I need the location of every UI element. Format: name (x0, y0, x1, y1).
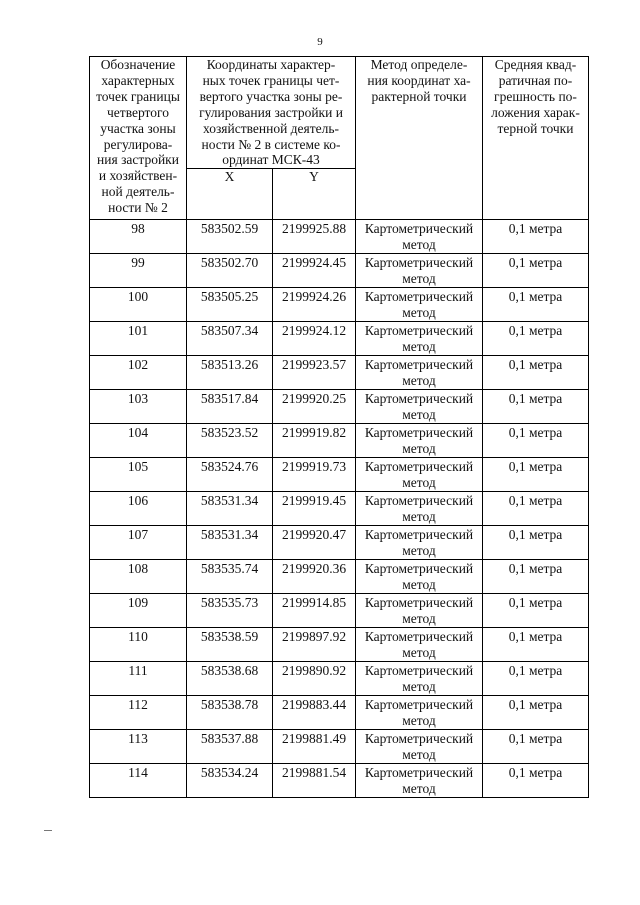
coordinates-table (89, 56, 589, 798)
y-coordinate-cell: 2199920.36 (273, 560, 356, 594)
header-line: рактерной точки (371, 88, 467, 104)
header-line: вертого участка зоны ре- (199, 88, 343, 104)
method-cell (356, 594, 483, 628)
x-coordinate-cell: 583538.68 (187, 662, 273, 696)
method-line: Картометрический (364, 391, 474, 407)
mean-error-cell: 0,1 метра (483, 220, 589, 254)
table-row (90, 764, 589, 798)
header-line: характерных (101, 72, 175, 88)
table-row (90, 526, 589, 560)
x-coordinate-cell: 583537.88 (187, 730, 273, 764)
method-cell (356, 390, 483, 424)
method-cell (356, 458, 483, 492)
table-row (90, 458, 589, 492)
margin-mark (44, 830, 52, 831)
point-number-cell: 109 (90, 594, 187, 628)
method-line: метод (402, 747, 436, 763)
method-line: Картометрический (364, 357, 474, 373)
mean-error-cell: 0,1 метра (483, 424, 589, 458)
method-line: метод (402, 373, 436, 389)
table-row (90, 492, 589, 526)
mean-error-cell: 0,1 метра (483, 492, 589, 526)
method-line: метод (402, 441, 436, 457)
mean-error-cell: 0,1 метра (483, 288, 589, 322)
method-line: Картометрический (364, 289, 474, 305)
header-line: ности № 2 в системе ко- (201, 136, 341, 152)
y-coordinate-cell: 2199881.54 (273, 764, 356, 798)
point-number-cell: 106 (90, 492, 187, 526)
table-row (90, 424, 589, 458)
table-row (90, 662, 589, 696)
y-coordinate-cell: 2199914.85 (273, 594, 356, 628)
x-coordinate-cell: 583507.34 (187, 322, 273, 356)
point-number-cell: 112 (90, 696, 187, 730)
x-coordinate-cell: 583523.52 (187, 424, 273, 458)
point-number-cell: 107 (90, 526, 187, 560)
header-line: четвертого (107, 104, 169, 120)
x-coordinate-cell: 583513.26 (187, 356, 273, 390)
y-coordinate-cell: 2199919.45 (273, 492, 356, 526)
method-line: Картометрический (364, 221, 474, 237)
method-line: Картометрический (364, 561, 474, 577)
method-line: метод (402, 339, 436, 355)
table-row (90, 220, 589, 254)
method-cell (356, 730, 483, 764)
mean-error-cell: 0,1 метра (483, 764, 589, 798)
point-number-cell: 103 (90, 390, 187, 424)
mean-error-cell: 0,1 метра (483, 628, 589, 662)
method-cell (356, 424, 483, 458)
method-line: метод (402, 475, 436, 491)
x-coordinate-cell: 583535.73 (187, 594, 273, 628)
header-mean-error (483, 57, 589, 220)
point-number-cell: 110 (90, 628, 187, 662)
header-y: Y (273, 169, 356, 220)
x-coordinate-cell: 583538.59 (187, 628, 273, 662)
y-coordinate-cell: 2199923.57 (273, 356, 356, 390)
header-line: Метод определе- (370, 57, 468, 72)
header-x: X (187, 169, 273, 220)
header-line: Обозначение (100, 57, 176, 72)
method-cell (356, 492, 483, 526)
mean-error-cell: 0,1 метра (483, 458, 589, 492)
y-coordinate-cell: 2199897.92 (273, 628, 356, 662)
table-row (90, 594, 589, 628)
header-line: ной деятель- (101, 184, 175, 200)
mean-error-cell: 0,1 метра (483, 526, 589, 560)
y-coordinate-cell: 2199883.44 (273, 696, 356, 730)
method-cell (356, 696, 483, 730)
point-number-cell: 105 (90, 458, 187, 492)
table-row (90, 696, 589, 730)
y-coordinate-cell: 2199890.92 (273, 662, 356, 696)
mean-error-cell: 0,1 метра (483, 390, 589, 424)
table-row (90, 390, 589, 424)
point-number-cell: 99 (90, 254, 187, 288)
x-coordinate-cell: 583535.74 (187, 560, 273, 594)
method-cell (356, 220, 483, 254)
table-row (90, 560, 589, 594)
header-line: ных точек границы чет- (202, 72, 340, 88)
point-number-cell: 98 (90, 220, 187, 254)
header-line: ния координат ха- (367, 72, 471, 88)
x-coordinate-cell: 583502.59 (187, 220, 273, 254)
table-row (90, 254, 589, 288)
method-line: метод (402, 305, 436, 321)
method-line: Картометрический (364, 765, 474, 781)
point-number-cell: 113 (90, 730, 187, 764)
point-number-cell: 102 (90, 356, 187, 390)
method-line: Картометрический (364, 493, 474, 509)
method-line: метод (402, 713, 436, 729)
mean-error-cell: 0,1 метра (483, 254, 589, 288)
mean-error-cell: 0,1 метра (483, 730, 589, 764)
method-line: метод (402, 577, 436, 593)
table-row (90, 628, 589, 662)
method-line: метод (402, 781, 436, 797)
header-line: ратичная по- (498, 72, 573, 88)
mean-error-cell: 0,1 метра (483, 322, 589, 356)
table-body (90, 220, 589, 798)
method-line: Картометрический (364, 697, 474, 713)
header-method (356, 57, 483, 220)
header-coordinates (187, 57, 356, 169)
point-number-cell: 101 (90, 322, 187, 356)
method-line: метод (402, 407, 436, 423)
header-point-designation (90, 57, 187, 220)
method-cell (356, 560, 483, 594)
y-coordinate-cell: 2199920.25 (273, 390, 356, 424)
table-header-row (90, 57, 589, 169)
method-line: Картометрический (364, 425, 474, 441)
y-coordinate-cell: 2199924.26 (273, 288, 356, 322)
x-coordinate-cell: 583531.34 (187, 526, 273, 560)
method-line: Картометрический (364, 459, 474, 475)
method-cell (356, 356, 483, 390)
x-coordinate-cell: 583531.34 (187, 492, 273, 526)
header-line: Координаты характер- (206, 57, 336, 72)
header-line: и хозяйствен- (98, 168, 178, 184)
method-line: метод (402, 611, 436, 627)
method-line: метод (402, 645, 436, 661)
header-line: гулирования застройки и (199, 104, 343, 120)
table-row (90, 288, 589, 322)
method-line: метод (402, 543, 436, 559)
mean-error-cell: 0,1 метра (483, 356, 589, 390)
point-number-cell: 114 (90, 764, 187, 798)
method-line: Картометрический (364, 255, 474, 271)
table-row (90, 322, 589, 356)
method-cell (356, 254, 483, 288)
table-row (90, 730, 589, 764)
x-coordinate-cell: 583534.24 (187, 764, 273, 798)
method-cell (356, 628, 483, 662)
header-line: ординат МСК-43 (222, 152, 320, 168)
method-line: метод (402, 679, 436, 695)
method-cell (356, 526, 483, 560)
mean-error-cell: 0,1 метра (483, 560, 589, 594)
method-cell (356, 288, 483, 322)
header-line: участка зоны (100, 120, 176, 136)
header-line: ности № 2 (108, 200, 168, 216)
mean-error-cell: 0,1 метра (483, 696, 589, 730)
mean-error-cell: 0,1 метра (483, 594, 589, 628)
method-line: Картометрический (364, 595, 474, 611)
y-coordinate-cell: 2199924.45 (273, 254, 356, 288)
x-coordinate-cell: 583505.25 (187, 288, 273, 322)
method-line: Картометрический (364, 629, 474, 645)
y-coordinate-cell: 2199881.49 (273, 730, 356, 764)
table-row (90, 356, 589, 390)
header-line: регулирова- (103, 136, 173, 152)
method-line: Картометрический (364, 323, 474, 339)
method-line: Картометрический (364, 663, 474, 679)
method-line: метод (402, 271, 436, 287)
x-coordinate-cell: 583538.78 (187, 696, 273, 730)
point-number-cell: 108 (90, 560, 187, 594)
method-cell (356, 662, 483, 696)
page-number: 9 (317, 36, 323, 48)
x-coordinate-cell: 583502.70 (187, 254, 273, 288)
y-coordinate-cell: 2199919.73 (273, 458, 356, 492)
point-number-cell: 100 (90, 288, 187, 322)
method-line: метод (402, 509, 436, 525)
header-line: ния застройки (97, 152, 179, 168)
mean-error-cell: 0,1 метра (483, 662, 589, 696)
method-cell (356, 322, 483, 356)
y-coordinate-cell: 2199924.12 (273, 322, 356, 356)
header-line: грешность по- (494, 88, 577, 104)
method-line: Картометрический (364, 731, 474, 747)
method-line: метод (402, 237, 436, 253)
x-coordinate-cell: 583517.84 (187, 390, 273, 424)
y-coordinate-cell: 2199925.88 (273, 220, 356, 254)
header-line: хозяйственной деятель- (202, 120, 340, 136)
header-line: точек границы (96, 88, 180, 104)
method-line: Картометрический (364, 527, 474, 543)
y-coordinate-cell: 2199920.47 (273, 526, 356, 560)
method-cell (356, 764, 483, 798)
point-number-cell: 104 (90, 424, 187, 458)
y-coordinate-cell: 2199919.82 (273, 424, 356, 458)
header-line: терной точки (497, 120, 574, 136)
point-number-cell: 111 (90, 662, 187, 696)
header-line: Средняя квад- (494, 57, 577, 72)
x-coordinate-cell: 583524.76 (187, 458, 273, 492)
header-line: ложения харак- (491, 104, 580, 120)
